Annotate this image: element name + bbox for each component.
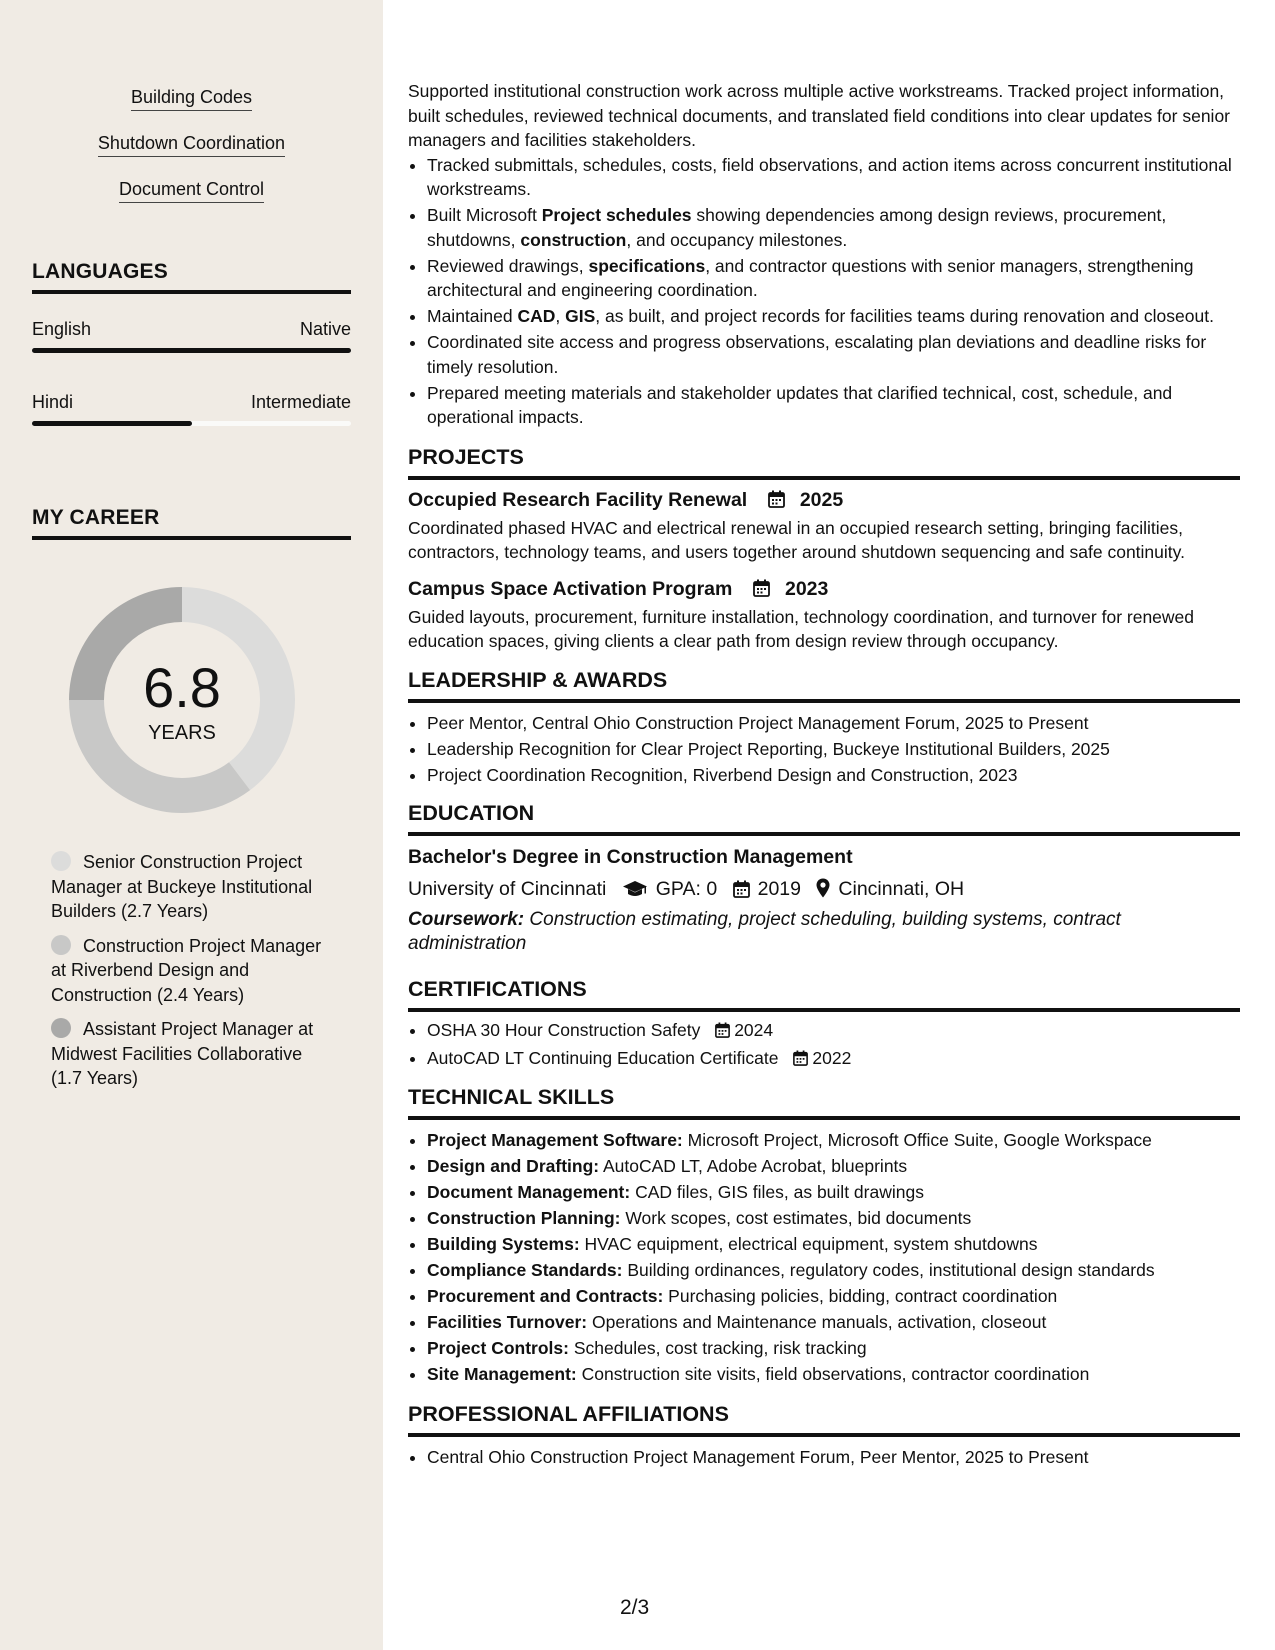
career-legend-item xyxy=(51,934,331,1008)
certification-year: 2024 xyxy=(734,1020,774,1040)
skill-category: Document Management: xyxy=(427,1182,631,1202)
legend-dot-icon xyxy=(51,1018,71,1038)
education-heading: EDUCATION xyxy=(408,800,1240,836)
coursework-text: Construction estimating, project scheduling, building systems, contract administration xyxy=(408,909,1121,954)
skill-values: CAD files, GIS files, as built drawings xyxy=(635,1182,924,1202)
coursework xyxy=(408,908,1240,956)
project-item xyxy=(408,575,1240,654)
experience-bullet xyxy=(427,254,1240,303)
language-name: English xyxy=(32,319,92,339)
skill-values: AutoCAD LT, Adobe Acrobat, blueprints xyxy=(603,1156,908,1176)
bullet-text: Maintained xyxy=(427,306,518,326)
skill-category: Building Systems: xyxy=(427,1234,580,1254)
skill-tag: Document Control xyxy=(119,178,264,203)
calendar-icon xyxy=(753,579,770,597)
language-level-bar xyxy=(32,348,351,353)
skill-item xyxy=(427,1362,1240,1387)
skill-category: Procurement and Contracts: xyxy=(427,1286,664,1306)
emphasis-text: construction xyxy=(520,229,627,250)
project-description: Coordinated phased HVAC and electrical renewal in an occupied research setting, bringing facilities, contractors, technology teams, and users together around shutdown sequencing and safe continuity. xyxy=(408,517,1185,562)
career-legend-item xyxy=(51,1017,331,1091)
graduation-cap-icon xyxy=(622,880,648,898)
list-item xyxy=(427,1018,1240,1043)
list-item: • Peer Mentor, Central Ohio Construction Project Management Forum, 2025 to Present xyxy=(427,711,1240,736)
calendar-icon xyxy=(715,1022,730,1038)
education-details xyxy=(408,877,1240,902)
career-years-unit: YEARS xyxy=(148,722,216,744)
skill-category: Construction Planning: xyxy=(427,1208,621,1228)
language-level-fill xyxy=(32,348,351,353)
skill-item xyxy=(427,1258,1240,1283)
bullet-text: , as built, and project records for facilities teams during renovation and closeout. xyxy=(595,306,1214,326)
school-name: University of Cincinnati xyxy=(408,878,607,900)
skill-category: Facilities Turnover: xyxy=(427,1312,588,1332)
project-item xyxy=(408,486,1240,565)
bullet-text: Built Microsoft xyxy=(427,205,542,225)
skill-tag: Building Codes xyxy=(131,86,252,111)
experience-summary: Supported institutional construction work across multiple active workstreams. Tracked project information, built schedules, reviewed technical documents, and translated field conditions into clear updates for senior managers and facilities stakeholders. xyxy=(408,81,1231,150)
certification-year: 2022 xyxy=(812,1047,852,1068)
page-number: 2/3 xyxy=(620,1596,650,1619)
languages-section xyxy=(32,260,351,426)
projects-heading: PROJECTS xyxy=(408,444,1240,480)
skill-category: Project Management Software: xyxy=(427,1130,683,1150)
certification-name: AutoCAD LT Continuing Education Certificate xyxy=(427,1047,779,1068)
bullet-text: showing dependencies among design reviews, procurement, shutdowns, xyxy=(427,205,1167,250)
project-name: Campus Space Activation Program xyxy=(408,577,733,600)
emphasis-text: specifications xyxy=(588,255,706,276)
bullet-text: , xyxy=(555,306,566,326)
emphasis-text: CAD xyxy=(517,306,556,326)
skill-item xyxy=(427,1206,1240,1231)
skill-values: Operations and Maintenance manuals, activation, closeout xyxy=(592,1312,1047,1332)
experience-bullet xyxy=(427,203,1240,252)
certification-name: OSHA 30 Hour Construction Safety xyxy=(427,1020,701,1040)
career-section xyxy=(32,506,351,1091)
language-name: Hindi xyxy=(32,392,74,412)
project-title xyxy=(408,575,1240,603)
project-title xyxy=(408,486,1240,514)
skill-values: Microsoft Project, Microsoft Office Suite, Google Workspace xyxy=(687,1130,1152,1150)
calendar-icon xyxy=(793,1050,808,1066)
list-item: • Central Ohio Construction Project Management Forum, Peer Mentor, 2025 to Present xyxy=(427,1445,1240,1470)
skill-item xyxy=(427,1154,1240,1179)
school-location: Cincinnati, OH xyxy=(838,878,965,900)
main-content xyxy=(408,0,1240,1471)
language-level: Native xyxy=(299,319,351,339)
career-legend xyxy=(32,850,351,1091)
degree-title: Bachelor's Degree in Construction Management xyxy=(408,846,853,868)
language-item xyxy=(32,318,351,353)
location-pin-icon xyxy=(816,878,830,898)
career-total-years: 6.8 xyxy=(143,656,221,719)
skill-category: Design and Drafting: xyxy=(427,1156,600,1176)
bullet-text: , and occupancy milestones. xyxy=(626,229,848,250)
bullet-text: Reviewed drawings, xyxy=(427,255,589,276)
legend-dot-icon xyxy=(51,851,71,871)
bullet-text: Prepared meeting materials and stakeholder updates that clarified technical, cost, schedule, and operational impacts. xyxy=(427,382,1173,427)
skills-list xyxy=(408,1128,1240,1387)
legend-dot-icon xyxy=(51,935,71,955)
skill-values: HVAC equipment, electrical equipment, system shutdowns xyxy=(584,1234,1038,1254)
list-item xyxy=(427,1046,1240,1071)
project-year: 2023 xyxy=(784,577,829,600)
list-item: • Leadership Recognition for Clear Project Reporting, Buckeye Institutional Builders, 2025 xyxy=(427,737,1240,762)
skill-tag: Shutdown Coordination xyxy=(98,132,285,157)
skill-item xyxy=(427,1310,1240,1335)
project-name: Occupied Research Facility Renewal xyxy=(408,488,748,511)
calendar-icon xyxy=(768,490,785,508)
skill-category: Site Management: xyxy=(427,1364,577,1384)
project-description: Guided layouts, procurement, furniture installation, technology coordination, and turnover for renewed education spaces, giving clients a clear path from design review through occupancy. xyxy=(408,606,1195,651)
language-level-fill xyxy=(32,421,192,426)
leadership-heading: LEADERSHIP & AWARDS xyxy=(408,667,1240,703)
experience-bullet xyxy=(427,304,1240,329)
leadership-list xyxy=(408,711,1240,788)
skill-item xyxy=(427,1128,1240,1153)
graduation-year: 2019 xyxy=(757,878,801,900)
experience-bullet xyxy=(427,330,1240,379)
emphasis-text: GIS xyxy=(565,306,596,326)
career-entry-text: Assistant Project Manager at Midwest Facilities Collaborative (1.7 Years) xyxy=(51,1019,314,1088)
bullet-text: Coordinated site access and progress observations, escalating plan deviations and deadline risks for timely resolution. xyxy=(427,332,1207,377)
career-donut-chart xyxy=(66,584,298,816)
skill-item xyxy=(427,1336,1240,1361)
bullet-text: , and contractor questions with senior managers, strengthening architectural and engineering coordination. xyxy=(427,255,1194,300)
experience-bullet xyxy=(427,381,1240,430)
affiliations-heading: PROFESSIONAL AFFILIATIONS xyxy=(408,1401,1240,1437)
career-entry-text: Construction Project Manager at Riverbend Design and Construction (2.4 Years) xyxy=(51,935,322,1005)
certifications-heading: CERTIFICATIONS xyxy=(408,976,1240,1012)
skill-values: Purchasing policies, bidding, contract coordination xyxy=(668,1286,1058,1306)
sidebar xyxy=(0,0,383,1650)
skill-category: Compliance Standards: xyxy=(427,1260,623,1280)
career-heading: MY CAREER xyxy=(32,506,351,540)
experience-bullet xyxy=(427,153,1240,202)
experience-bullets xyxy=(408,153,1240,430)
languages-heading: LANGUAGES xyxy=(32,260,351,294)
skill-values: Work scopes, cost estimates, bid documents xyxy=(625,1208,972,1228)
language-level: Intermediate xyxy=(250,392,351,412)
project-year: 2025 xyxy=(799,488,844,511)
list-item: • Project Coordination Recognition, Riverbend Design and Construction, 2023 xyxy=(427,763,1240,788)
calendar-icon xyxy=(733,880,750,898)
skill-item xyxy=(427,1180,1240,1205)
certifications-list xyxy=(408,1018,1240,1070)
skill-tags xyxy=(32,0,351,224)
career-entry-text: Senior Construction Project Manager at Buckeye Institutional Builders (2.7 Years) xyxy=(51,852,313,921)
gpa: GPA: 0 xyxy=(655,878,718,900)
coursework-label: Coursework: xyxy=(408,909,525,930)
career-legend-item xyxy=(51,850,331,924)
skill-category: Project Controls: xyxy=(427,1338,569,1358)
skill-item xyxy=(427,1284,1240,1309)
emphasis-text: Project schedules xyxy=(541,205,692,225)
skill-values: Building ordinances, regulatory codes, institutional design standards xyxy=(627,1260,1155,1280)
language-item xyxy=(32,391,351,426)
bullet-text: Tracked submittals, schedules, costs, field observations, and action items across concurrent institutional workstreams. xyxy=(427,154,1232,199)
skill-values: Schedules, cost tracking, risk tracking xyxy=(573,1338,867,1358)
skill-item xyxy=(427,1232,1240,1257)
affiliations-list xyxy=(408,1445,1240,1470)
skill-values: Construction site visits, field observations, contractor coordination xyxy=(581,1364,1090,1384)
skills-heading: TECHNICAL SKILLS xyxy=(408,1084,1240,1120)
language-level-bar xyxy=(32,421,351,426)
